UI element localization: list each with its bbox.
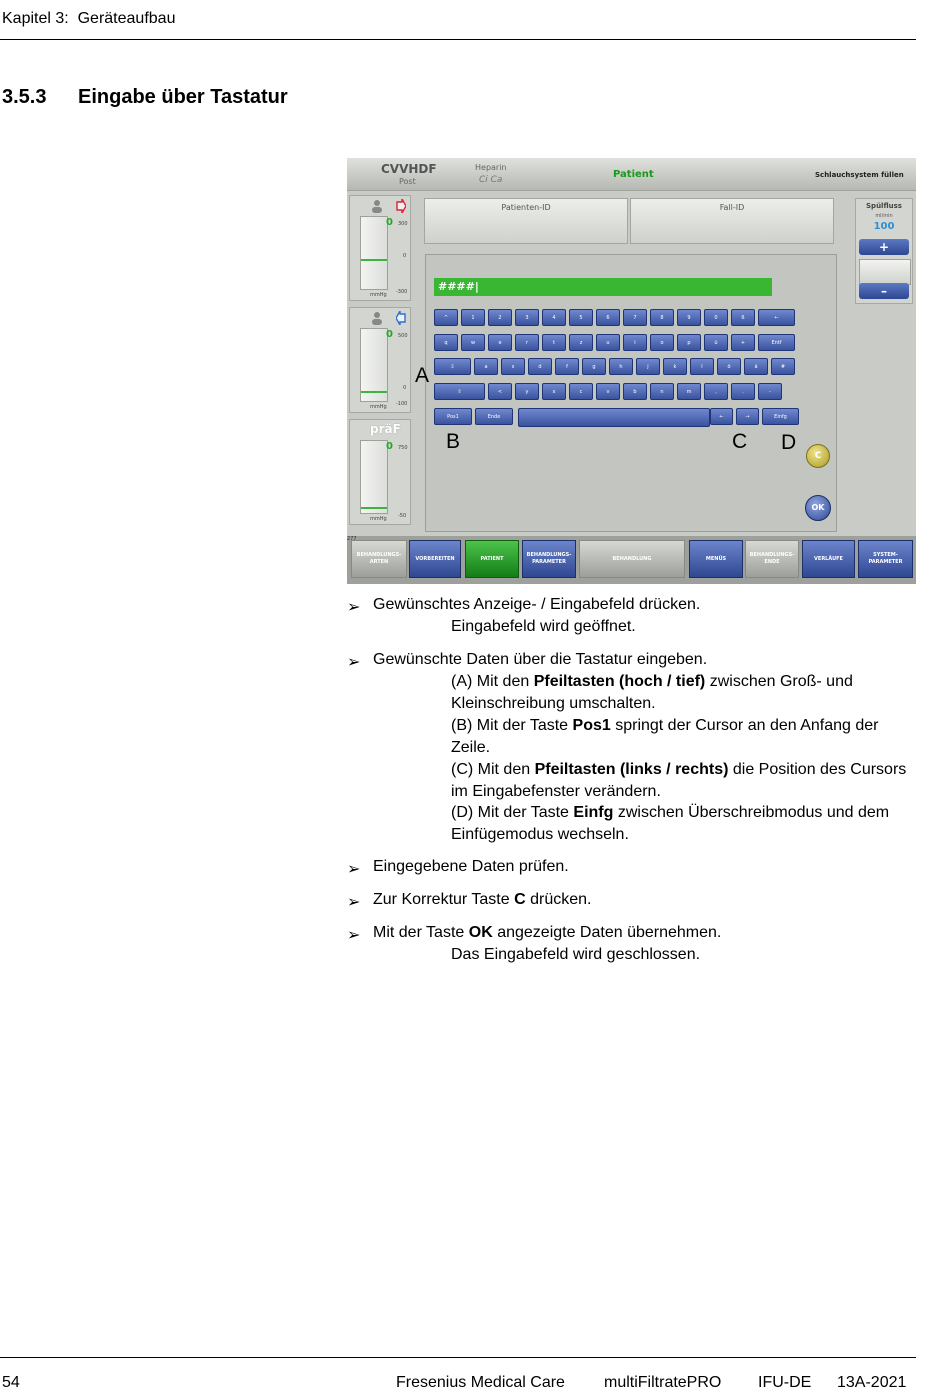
pressure-panel-venous[interactable] — [349, 307, 411, 413]
key[interactable]: i — [623, 334, 647, 351]
key[interactable]: s — [501, 358, 525, 375]
key[interactable]: v — [596, 383, 620, 400]
step-2-detail-a: (A) Mit den Pfeiltasten (hoch / tief) zwischen Groß- und Kleinschreibung umschalten. — [451, 673, 853, 712]
key[interactable]: d — [528, 358, 552, 375]
key[interactable]: ← — [710, 408, 733, 425]
key[interactable]: b — [623, 383, 647, 400]
tab-patient[interactable]: PATIENT — [465, 540, 519, 578]
tab-menues[interactable]: MENÜS — [689, 540, 743, 578]
unit-label: mmHg — [370, 292, 387, 298]
key[interactable]: ⇧ — [434, 383, 485, 400]
key[interactable]: ö — [717, 358, 741, 375]
key[interactable]: Einfg — [762, 408, 799, 425]
step-3: Eingegebene Daten prüfen. — [373, 858, 569, 875]
key[interactable]: 1 — [461, 309, 485, 326]
pressure-bar — [360, 216, 388, 290]
scale-top: 300 — [398, 221, 408, 227]
key[interactable]: r — [515, 334, 539, 351]
therapy-mode: CVVHDF — [381, 162, 437, 176]
scale-mid: 0 — [403, 253, 407, 259]
footer-version: 13A-2021 — [837, 1374, 907, 1391]
key[interactable]: 0 — [704, 309, 728, 326]
key[interactable]: 3 — [515, 309, 539, 326]
key[interactable]: x — [542, 383, 566, 400]
chapter-label: Kapitel 3: — [2, 10, 69, 27]
keyboard-row-5-left — [434, 408, 516, 425]
step-2-detail-d: (D) Mit der Taste Einfg zwischen Überschreibmodus und dem Einfügemodus wechseln. — [451, 804, 890, 843]
arterial-arrow-icon — [396, 199, 406, 213]
key[interactable]: u — [596, 334, 620, 351]
keyboard-row-5-right — [710, 408, 802, 425]
key[interactable]: , — [704, 383, 728, 400]
key[interactable]: 4 — [542, 309, 566, 326]
step-1: Gewünschtes Anzeige- / Eingabefeld drücken. — [373, 596, 701, 613]
pressure-panel-praef[interactable] — [349, 419, 411, 525]
key[interactable]: 9 — [677, 309, 701, 326]
step-5: Mit der Taste OK angezeigte Daten übernehmen. — [373, 924, 722, 941]
therapy-phase: Post — [399, 177, 416, 186]
key[interactable]: h — [609, 358, 633, 375]
key[interactable]: ⇩ — [434, 358, 471, 375]
bullet-5: ➢ — [347, 927, 361, 944]
space-bar[interactable] — [518, 408, 710, 427]
tab-behandlung[interactable]: BEHANDLUNG — [579, 540, 685, 578]
keyboard-row-4 — [434, 383, 785, 400]
text-input-field[interactable]: ####| — [434, 278, 772, 296]
key[interactable]: ← — [758, 309, 795, 326]
heparin-label: Heparin — [475, 163, 507, 172]
callout-d: D — [781, 431, 797, 454]
ok-button[interactable]: OK — [805, 495, 831, 521]
key[interactable]: e — [488, 334, 512, 351]
bullet-4: ➢ — [347, 894, 361, 911]
correction-button[interactable]: C — [806, 444, 830, 468]
key[interactable]: g — [582, 358, 606, 375]
key[interactable]: z — [569, 334, 593, 351]
tab-systemparameter[interactable]: SYSTEM-PARAMETER — [858, 540, 913, 578]
tab-vorbereiten[interactable]: VORBEREITEN — [409, 540, 461, 578]
keyboard-row-2 — [434, 334, 798, 351]
callout-a: A — [415, 364, 430, 387]
chapter-title: Geräteaufbau — [77, 10, 176, 27]
key[interactable]: y — [515, 383, 539, 400]
footer-company: Fresenius Medical Care — [396, 1374, 565, 1391]
pressure-bar — [360, 440, 388, 514]
tab-behandlungsarten[interactable]: BEHANDLUNGS-ARTEN — [351, 540, 407, 578]
case-id-label: Fall-ID — [719, 203, 745, 212]
step-5-result: Das Eingabefeld wird geschlossen. — [451, 946, 701, 963]
step-4: Zur Korrektur Taste C drücken. — [373, 891, 592, 908]
key[interactable]: k — [663, 358, 687, 375]
key[interactable]: p — [677, 334, 701, 351]
step-2: Gewünschte Daten über die Tastatur eingeben. — [373, 651, 708, 668]
navigation-tabs — [347, 536, 916, 584]
flush-unit: ml/min — [875, 213, 893, 219]
flush-label: Spülfluss — [866, 202, 902, 210]
unit-label: mmHg — [370, 404, 387, 410]
section-title: Eingabe über Tastatur — [78, 86, 288, 108]
patient-id-label: Patienten-ID — [501, 203, 551, 212]
key[interactable]: < — [488, 383, 512, 400]
key[interactable]: # — [771, 358, 795, 375]
key[interactable]: Entf — [758, 334, 795, 351]
keyboard-row-3 — [434, 358, 798, 375]
person-icon — [370, 311, 384, 325]
key[interactable]: 6 — [596, 309, 620, 326]
status-bar — [347, 158, 916, 191]
scale-top: 500 — [398, 333, 408, 339]
key[interactable]: → — [736, 408, 759, 425]
key[interactable]: l — [690, 358, 714, 375]
patient-id-field[interactable] — [424, 198, 628, 244]
key[interactable]: ß — [731, 309, 755, 326]
key[interactable]: ü — [704, 334, 728, 351]
current-action: Schlauchsystem füllen — [815, 171, 904, 179]
step-1-result: Eingabefeld wird geöffnet. — [451, 618, 636, 635]
key[interactable]: n — [650, 383, 674, 400]
flush-value: 100 — [873, 221, 895, 232]
keyboard-row-1 — [434, 309, 798, 326]
scale-top: 750 — [398, 445, 408, 451]
key[interactable]: 8 — [650, 309, 674, 326]
running-header — [2, 10, 175, 28]
screen-title: Patient — [613, 169, 654, 180]
key[interactable]: . — [731, 383, 755, 400]
device-screenshot — [347, 158, 916, 584]
venous-arrow-icon — [396, 311, 406, 325]
pressure-value: 0 — [386, 329, 393, 340]
step-2-detail-b: (B) Mit der Taste Pos1 springt der Cursor an den Anfang der Zeile. — [451, 717, 879, 756]
key[interactable]: o — [650, 334, 674, 351]
praef-label: präF — [370, 422, 401, 436]
key[interactable]: Ende — [475, 408, 513, 425]
scale-bottom: -50 — [398, 513, 407, 519]
scale-mid: 0 — [403, 385, 407, 391]
scale-bottom: -100 — [396, 401, 408, 407]
tab-verlaeufe[interactable]: VERLÄUFE — [802, 540, 855, 578]
pressure-bar — [360, 328, 388, 402]
key[interactable]: c — [569, 383, 593, 400]
key[interactable]: Pos1 — [434, 408, 472, 425]
bullet-2: ➢ — [347, 654, 361, 671]
plus-button[interactable]: + — [859, 239, 909, 255]
pressure-panel-arterial[interactable] — [349, 195, 411, 301]
key[interactable]: m — [677, 383, 701, 400]
counter: 277 — [347, 536, 357, 542]
key[interactable]: a — [474, 358, 498, 375]
case-id-field[interactable] — [630, 198, 834, 244]
person-icon — [370, 199, 384, 213]
key[interactable]: ä — [744, 358, 768, 375]
key[interactable]: t — [542, 334, 566, 351]
pressure-value: 0 — [386, 441, 393, 452]
page-number: 54 — [2, 1374, 20, 1391]
pressure-value: 0 — [386, 217, 393, 228]
key[interactable]: 7 — [623, 309, 647, 326]
footer-rule — [0, 1357, 916, 1358]
flush-rate-panel — [855, 198, 913, 304]
footer-doc: IFU-DE — [758, 1374, 812, 1391]
unit-label: mmHg — [370, 516, 387, 522]
step-2-detail-c: (C) Mit den Pfeiltasten (links / rechts) die Position des Cursors im Eingabefenster verändern. — [451, 761, 907, 800]
key[interactable]: w — [461, 334, 485, 351]
key[interactable]: j — [636, 358, 660, 375]
tab-behandlungsende[interactable]: BEHANDLUNGS-ENDE — [745, 540, 799, 578]
scale-bottom: -300 — [396, 289, 408, 295]
key[interactable]: f — [555, 358, 579, 375]
callout-b: B — [446, 430, 461, 453]
header-rule — [0, 39, 916, 40]
callout-c: C — [732, 430, 748, 453]
ci-ca-logo: Ci Ca — [479, 175, 503, 185]
bullet-1: ➢ — [347, 599, 361, 616]
key[interactable]: - — [758, 383, 782, 400]
key[interactable]: 2 — [488, 309, 512, 326]
key[interactable]: q — [434, 334, 458, 351]
key[interactable]: 5 — [569, 309, 593, 326]
key[interactable]: + — [731, 334, 755, 351]
footer-product: multiFiltratePRO — [604, 1374, 722, 1391]
bullet-3: ➢ — [347, 861, 361, 878]
adjust-wheel[interactable] — [859, 259, 911, 285]
key[interactable]: ^ — [434, 309, 458, 326]
minus-button[interactable]: – — [859, 283, 909, 299]
tab-behandlungsparameter[interactable]: BEHANDLUNGS-PARAMETER — [522, 540, 576, 578]
section-number: 3.5.3 — [2, 86, 47, 108]
